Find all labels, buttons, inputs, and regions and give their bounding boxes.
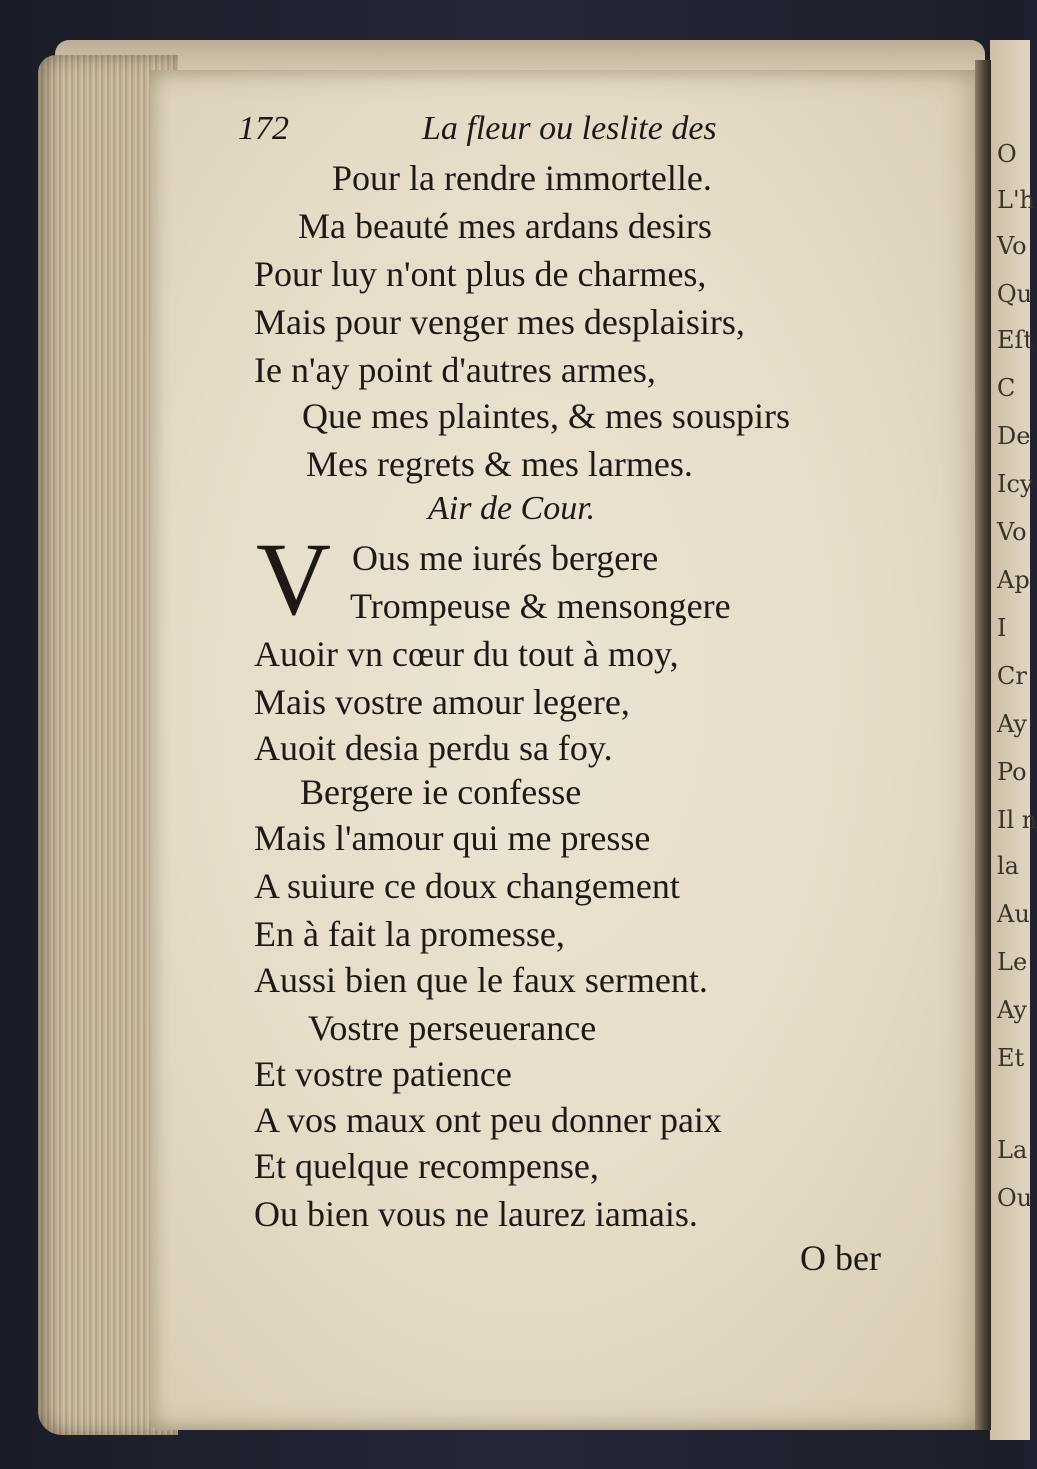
- facing-page-fragment: Cr: [997, 662, 1027, 690]
- facing-page-fragment: Il n: [997, 806, 1037, 834]
- facing-page-fragment: I: [997, 614, 1007, 642]
- facing-page-fragment: Au: [997, 900, 1030, 928]
- verse-line: Pour luy n'ont plus de charmes,: [254, 254, 707, 294]
- verse-line: A suiure ce doux changement: [254, 866, 680, 906]
- verse-line: Ma beauté mes ardans desirs: [298, 206, 712, 246]
- verse-line: Vostre perseuerance: [308, 1008, 597, 1048]
- verse-line: En à fait la promesse,: [254, 914, 565, 954]
- verse-line: Auoit desia perdu sa foy.: [254, 728, 613, 768]
- page-number: 172: [238, 110, 289, 147]
- drop-cap: V: [256, 522, 332, 637]
- verse-line: Ie n'ay point d'autres armes,: [254, 350, 656, 390]
- facing-page-fragment: Vo: [997, 232, 1027, 260]
- facing-page-fragment: L'h: [997, 186, 1035, 214]
- verse-line: Mais l'amour qui me presse: [254, 818, 651, 858]
- verse-line: Que mes plaintes, & mes souspirs: [302, 396, 790, 436]
- facing-page-fragment: Ay: [997, 710, 1027, 738]
- verse-line: Et quelque recompense,: [254, 1146, 599, 1186]
- facing-page-fragment: Eſt: [997, 326, 1034, 354]
- facing-page-fragment: Po: [997, 758, 1027, 786]
- facing-page-fragment: La: [997, 1136, 1028, 1164]
- verse-line: Et vostre patience: [254, 1054, 512, 1094]
- facing-page-fragment: C: [997, 374, 1016, 402]
- facing-page-fragment: Vo: [997, 518, 1027, 546]
- facing-page-fragment: la: [997, 852, 1019, 880]
- catchword: O ber: [800, 1238, 881, 1278]
- verse-line: Aussi bien que le faux serment.: [254, 960, 708, 1000]
- running-title: La fleur ou leslite des: [422, 110, 717, 147]
- verse-line: Mais vostre amour legere,: [254, 682, 630, 722]
- verse-line: Mes regrets & mes larmes.: [306, 444, 693, 484]
- verse-line: Bergere ie confesse: [300, 772, 582, 812]
- facing-page-fragment: Ay: [997, 996, 1027, 1024]
- facing-page-fragment: Qu: [997, 280, 1033, 308]
- verse-line: Ou bien vous ne laurez iamais.: [254, 1194, 698, 1234]
- facing-page-fragment: Icy: [997, 470, 1034, 498]
- verse-line: Ous me iurés bergere: [352, 538, 659, 578]
- facing-page-fragment: Le: [997, 948, 1028, 976]
- facing-page-fragment: Ap: [997, 566, 1030, 594]
- facing-page-fragment: De: [997, 422, 1031, 450]
- facing-page-fragment: Ou: [997, 1184, 1033, 1212]
- facing-page-fragment: Et: [997, 1044, 1025, 1072]
- section-heading: Air de Cour.: [428, 490, 596, 527]
- book-gutter: [975, 60, 991, 1430]
- verse-line: Mais pour venger mes desplaisirs,: [254, 302, 745, 342]
- facing-page-fragment: O: [997, 140, 1017, 168]
- verse-line: Pour la rendre immortelle.: [332, 158, 712, 198]
- verse-line: Auoir vn cœur du tout à moy,: [254, 634, 679, 674]
- verse-line: A vos maux ont peu donner paix: [254, 1100, 722, 1140]
- verse-line: Trompeuse & mensongere: [350, 586, 731, 626]
